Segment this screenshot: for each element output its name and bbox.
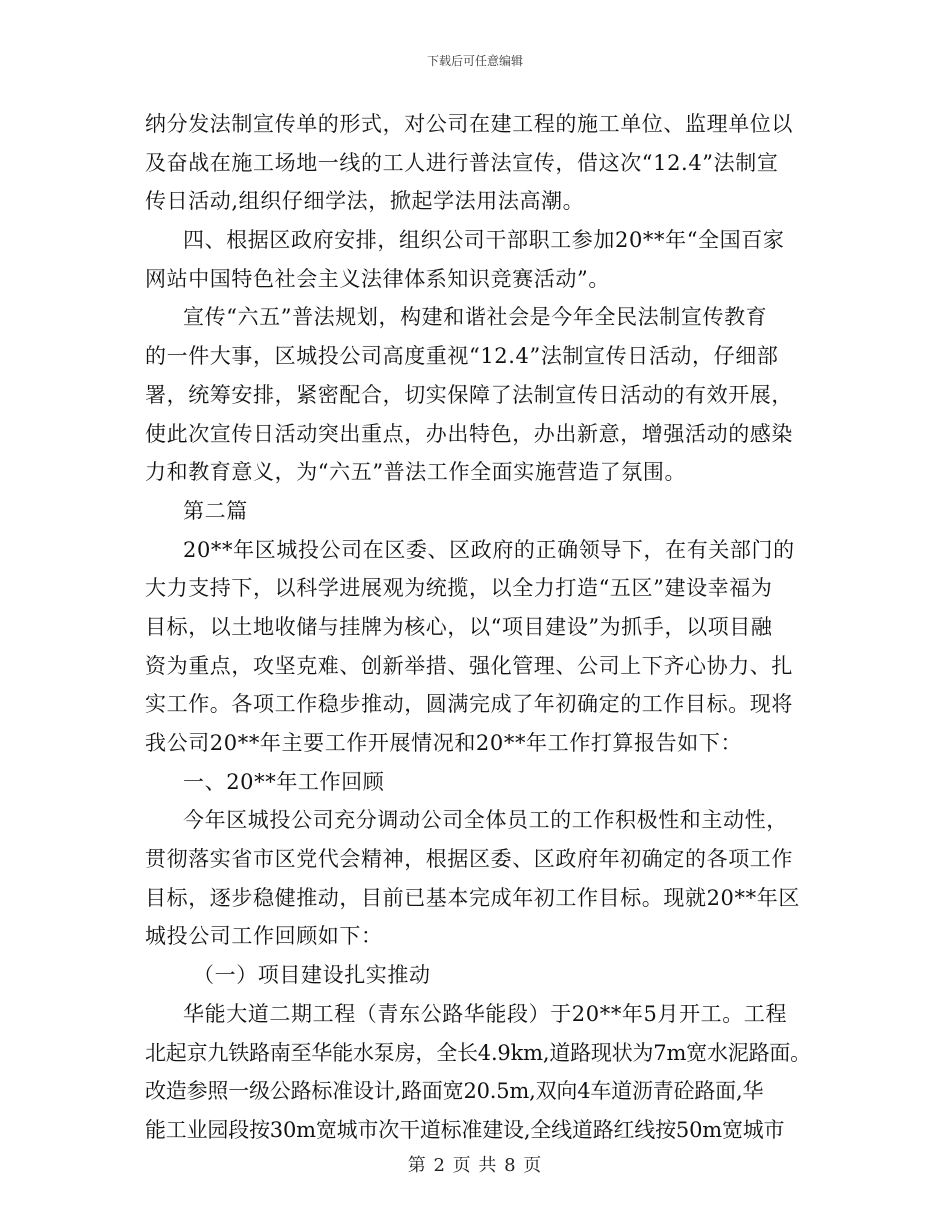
text-line: 纳分发法制宣传单的形式，对公司在建工程的施工单位、监理单位以 bbox=[145, 112, 793, 136]
text-line: 及奋战在施工场地一线的工人进行普法宣传，借这次“12.4”法制宣 bbox=[145, 150, 779, 175]
text-line: 城投公司工作回顾如下： bbox=[145, 924, 383, 949]
text-line: 改造参照一级公路标准设计,路面宽20.5m,双向4车道沥青砼路面,华 bbox=[145, 1079, 764, 1104]
paragraph-start: 今年区城投公司充分调动公司全体员工的工作积极性和主动性， bbox=[183, 808, 788, 833]
text-line: 的一件大事，区城投公司高度重视“12.4”法制宣传日活动，仔细部 bbox=[145, 344, 779, 369]
text-line: 传日活动,组织仔细学法，掀起学法用法高潮。 bbox=[145, 189, 585, 214]
text-line: 网站中国特色社会主义法律体系知识竞赛活动”。 bbox=[145, 266, 610, 291]
text-line: 北起京九铁路南至华能水泵房，全长4.9km,道路现状为7m宽水泥路面。 bbox=[145, 1040, 811, 1065]
text-line: 能工业园段按30m宽城市次干道标准建设,全线道路红线按50m宽城市 bbox=[145, 1117, 785, 1142]
subsection-heading: （一）项目建设扎实推动 bbox=[193, 963, 431, 988]
text-line: 我公司20**年主要工作开展情况和20**年工作打算报告如下： bbox=[145, 731, 743, 755]
text-line: 力和教育意义，为“六五”普法工作全面实施营造了氛围。 bbox=[145, 460, 687, 485]
text-line: 目标，以土地收储与挂牌为核心，以“项目建设”为抓手，以项目融 bbox=[145, 614, 773, 639]
paragraph-start: 20**年区城投公司在区委、区政府的正确领导下，在有关部门的 bbox=[183, 537, 795, 562]
paragraph-start: 四、根据区政府安排，组织公司干部职工参加20**年“全国百家 bbox=[183, 228, 785, 253]
paragraph-start: 华能大道二期工程（青东公路华能段）于20**年5月开工。工程 bbox=[183, 1001, 788, 1026]
text-line: 署，统筹安排，紧密配合，切实保障了法制宣传日活动的有效开展， bbox=[145, 382, 793, 407]
text-line: 贯彻落实省市区党代会精神，根据区委、区政府年初确定的各项工作 bbox=[145, 847, 793, 872]
text-line: 使此次宣传日活动突出重点，办出特色，办出新意，增强活动的感染 bbox=[145, 421, 793, 446]
page-number-footer: 第 2 页 共 8 页 bbox=[407, 1155, 543, 1176]
subsection-heading: 一、20**年工作回顾 bbox=[183, 769, 385, 794]
text-line: 实工作。各项工作稳步推动，圆满完成了年初确定的工作目标。现将 bbox=[145, 692, 793, 717]
paragraph-start: 宣传“六五”普法规划，构建和谐社会是今年全民法制宣传教育 bbox=[183, 305, 768, 330]
section-heading: 第二篇 bbox=[183, 498, 248, 523]
text-line: 目标，逐步稳健推动，目前已基本完成年初工作目标。现就20**年区 bbox=[145, 885, 800, 910]
page-header: 下载后可任意编辑 bbox=[426, 54, 523, 68]
document-body bbox=[145, 105, 825, 1150]
text-line: 资为重点，攻坚克难、创新举措、强化管理、公司上下齐心协力、扎 bbox=[145, 653, 793, 678]
text-line: 大力支持下，以科学进展观为统揽，以全力打造“五区”建设幸福为 bbox=[145, 576, 773, 601]
